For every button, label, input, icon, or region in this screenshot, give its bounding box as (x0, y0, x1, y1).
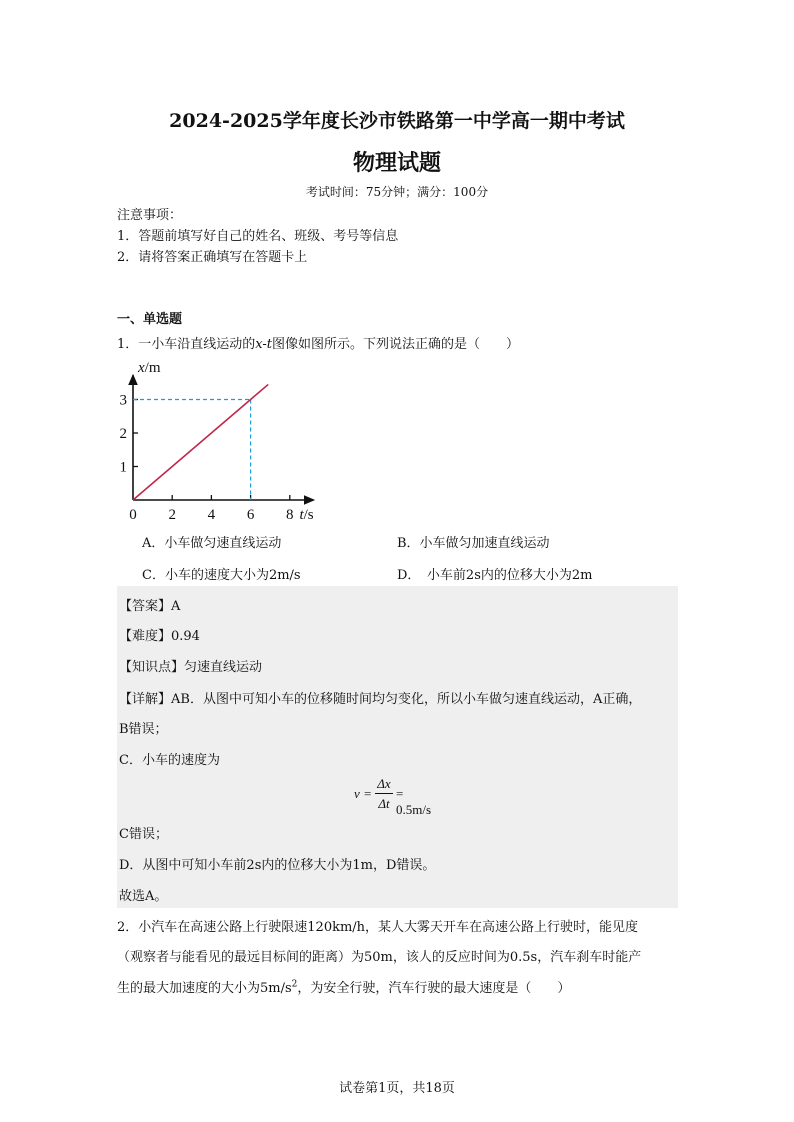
exam-title: 2024-2025学年度长沙市铁路第一中学高一期中考试 (169, 110, 625, 132)
q1-stem-post: 图像如图所示。下列说法正确的是（ ） (272, 337, 520, 352)
x-tick-label: 8 (286, 507, 294, 523)
q1-stem (117, 333, 519, 352)
q1-stem-var: x-t (255, 337, 273, 352)
formula-eq: = (364, 786, 372, 801)
formula-denominator: Δt (378, 796, 390, 811)
knowledge-line: 【知识点】匀速直线运动 (119, 660, 263, 675)
y-axis-label: x/m (138, 360, 161, 376)
detail-line: 【详解】AB．从图中可知小车的位移随时间均匀变化，所以小车做匀速直线运动，A正确， (119, 692, 642, 707)
q2-line-part: ，为安全行驶，汽车行驶的最大速度是（ ） (297, 981, 571, 996)
q2-line (117, 977, 570, 996)
series-line (133, 384, 268, 500)
subject-title: 物理试题 (352, 150, 441, 176)
x-tick-label: 2 (168, 507, 176, 523)
q2-superscript: 2 (291, 979, 298, 990)
x-tick-label: 4 (207, 507, 216, 523)
q1-option-b: B．小车做匀加速直线运动 (397, 536, 550, 551)
detail-line: C错误； (119, 827, 168, 842)
detail-line: C．小车的速度为 (119, 753, 220, 768)
formula-lhs: v (354, 786, 360, 801)
q2-line-part: 生的最大加速度的大小为5m/s (117, 981, 292, 996)
q1-option-a: A．小车做匀速直线运动 (142, 536, 282, 551)
y-tick-label: 1 (119, 459, 127, 476)
x-tick-label: 6 (246, 507, 255, 523)
detail-line: B错误； (119, 722, 168, 737)
q1-option-c: C．小车的速度大小为2m/s (142, 568, 301, 583)
y-tick-label: 3 (119, 392, 127, 409)
xt-graph (112, 352, 327, 527)
answer-line: 【答案】A (119, 599, 181, 614)
q1-stem-pre: 1．一小车沿直线运动的 (117, 337, 256, 352)
section-heading: 一、单选题 (117, 312, 183, 327)
notes-item: 2．请将答案正确填写在答题卡上 (117, 250, 308, 265)
difficulty-line: 【难度】0.94 (119, 629, 200, 644)
exam-info: 考试时间：75分钟；满分：100分 (305, 185, 489, 199)
fraction-bar (375, 793, 393, 794)
x-axis-label: t/s (299, 507, 314, 523)
q2-line: 2．小汽车在高速公路上行驶限速120km/h，某人大雾天开车在高速公路上行驶时，能见度 (117, 920, 639, 935)
q2-line: （观察者与能看见的最远目标间的距离）为50m，该人的反应时间为0.5s，汽车刹车时能产 (117, 950, 642, 965)
formula-rhs: = 0.5m/s (396, 786, 432, 817)
y-tick-label: 2 (119, 426, 127, 442)
page-footer: 试卷第1页，共18页 (339, 1081, 455, 1096)
q1-option-d: D． 小车前2s内的位移大小为2m (397, 568, 593, 583)
formula-numerator: Δx (377, 776, 391, 791)
detail-line: D．从图中可知小车前2s内的位移大小为1m，D错误。 (119, 858, 436, 873)
origin-label: 0 (129, 507, 137, 523)
notes-item: 1．答题前填写好自己的姓名、班级、考号等信息 (117, 229, 399, 244)
notes-heading: 注意事项： (117, 208, 183, 223)
detail-line: 故选A。 (119, 889, 168, 904)
